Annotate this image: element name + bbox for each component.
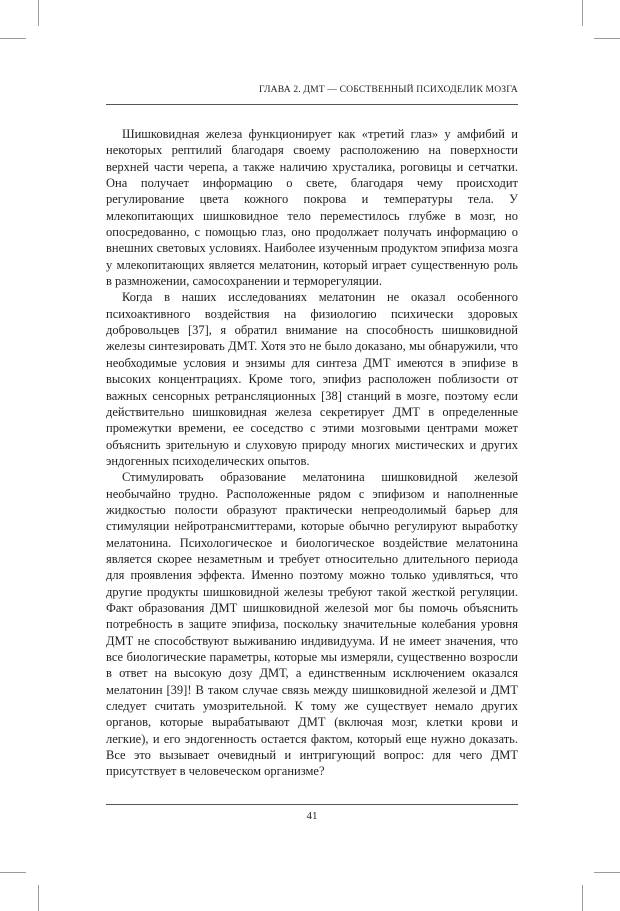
crop-mark xyxy=(582,885,583,911)
crop-mark xyxy=(582,0,583,26)
paragraph: Стимулировать образование мелатонина шишковидной железой необычайно трудно. Расположенные рядом с эпифизом и наполненные жидкостью полости образуют практически непреодолимый барьер для стимуляции нейротрансмиттерами, которые обычно регулируют выработку мелатонина. Психологическое и биологическое воздействие мелатонина является скорее незаметным и требует относительно длительного периода для проявления эффекта. Именно поэтому можно только удивляться, что другие продукты шишковидной железы требуют такой жесткой регуляции. Факт образования ДМТ шишковидной железой мог бы помочь объяснить потребность в защите эпифиза, поскольку значительные колебания уровня ДМТ не способствуют выживанию индивидуума. И не имеет значения, что все биологические параметры, которые мы измеряли, существенно возросли в ответ на высокую дозу ДМТ, а единственным исключением оказался мелатонин [39]! В таком случае связь между шишковидной железой и ДМТ следует считать умозрительной. К тому же существует немало других органов, которые вырабатывают ДМТ (включая мозг, клетки крови и легкие), и его эндогенность остается фактом, который еще нужно доказать. Все это вызывает очевидный и интригующий вопрос: для чего ДМТ присутствует в человеческом организме? xyxy=(106,470,518,779)
paragraph: Когда в наших исследованиях мелатонин не оказал особенного психоактивного воздействия на физиологию психически здоровых добровольцев [37], я обратил внимание на способность шишковидной железы синтезировать ДМТ. Хотя это не было доказано, мы обнаружили, что необходимые условия и энзимы для синтеза ДМТ имеются в эпифизе в высоких концентрациях. Кроме того, эпифиз расположен поблизости от важных сенсорных ретрансляционных [38] станций в мозге, поэтому если действительно шишковидная железа секретирует ДМТ в определенные промежутки времени, ее соседство с этими мозговыми центрами может объяснить зрительную и слуховую природу многих мистических и других эндогенных психоделических опытов. xyxy=(106,290,518,468)
header-rule xyxy=(106,104,518,105)
crop-mark xyxy=(0,38,26,39)
crop-mark xyxy=(38,885,39,911)
crop-mark xyxy=(0,872,26,873)
body-text xyxy=(106,126,518,780)
page-number: 41 xyxy=(306,810,318,822)
paragraph: Шишковидная железа функционирует как «третий глаз» у амфибий и некоторых рептилий благодаря своему расположению на поверхности верхней части черепа, а также наличию хрусталика, роговицы и сетчатки. Она получает информацию о свете, благодаря чему происходит регулирование цвета кожного покрова и температуры тела. У млекопитающих шишковидное тело переместилось глубже в мозг, но опосредованно, с помощью глаз, оно продолжает получать информацию о внешних световых условиях. Наиболее изученным продуктом эпифиза мозга у млекопитающих является мелатонин, который играет существенную роль в размножении, самосохранении и терморегуляции. xyxy=(106,127,518,289)
footer-rule xyxy=(106,804,518,805)
crop-mark xyxy=(38,0,39,26)
crop-mark xyxy=(594,872,620,873)
running-header: ГЛАВА 2. ДМТ — СОБСТВЕННЫЙ ПСИХОДЕЛИК МОЗГА xyxy=(259,84,518,95)
crop-mark xyxy=(594,38,620,39)
